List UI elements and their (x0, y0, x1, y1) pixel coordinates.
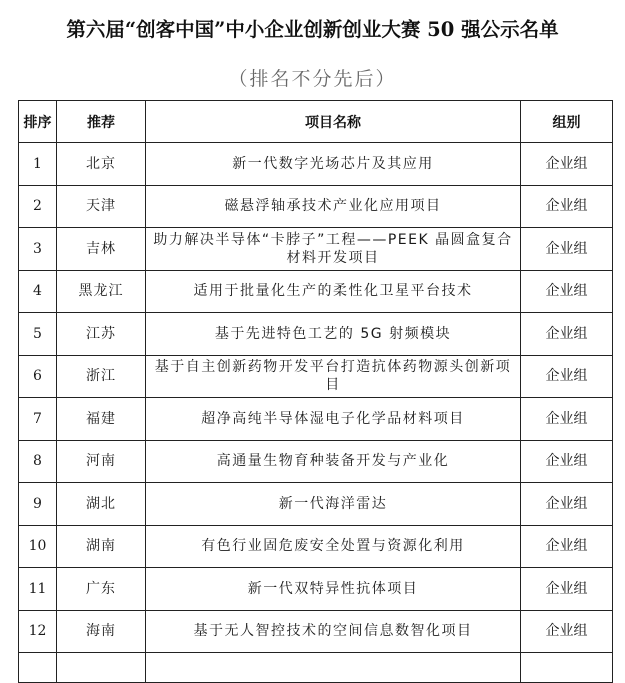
row-recommender: 河南 (57, 440, 146, 483)
table-row (19, 610, 613, 653)
row-no: 2 (19, 185, 57, 228)
table-row (19, 568, 613, 611)
empty-cell (146, 653, 521, 683)
row-recommender: 北京 (57, 143, 146, 186)
row-no: 5 (19, 313, 57, 356)
table-row (19, 398, 613, 441)
row-no: 8 (19, 440, 57, 483)
row-no: 9 (19, 483, 57, 526)
table-row (19, 270, 613, 313)
winners-table (18, 100, 613, 683)
row-recommender: 广东 (57, 568, 146, 611)
table-row (19, 228, 613, 271)
header-no: 排序 (19, 101, 57, 143)
table-row (19, 483, 613, 526)
table-row (19, 313, 613, 356)
row-group: 企业组 (521, 525, 613, 568)
row-recommender: 江苏 (57, 313, 146, 356)
row-recommender: 湖南 (57, 525, 146, 568)
row-recommender: 吉林 (57, 228, 146, 271)
row-project: 新一代双特异性抗体项目 (146, 568, 521, 611)
row-group: 企业组 (521, 398, 613, 441)
table-row (19, 525, 613, 568)
row-project: 助力解决半导体“卡脖子”工程——PEEK 晶圆盒复合材料开发项目 (146, 228, 521, 271)
row-no: 6 (19, 355, 57, 398)
row-group: 企业组 (521, 143, 613, 186)
row-group: 企业组 (521, 355, 613, 398)
row-group: 企业组 (521, 483, 613, 526)
row-project: 基于自主创新药物开发平台打造抗体药物源头创新项目 (146, 355, 521, 398)
table-row (19, 143, 613, 186)
row-recommender: 黑龙江 (57, 270, 146, 313)
page-title: 第六届“创客中国”中小企业创新创业大赛 50 强公示名单 (66, 18, 559, 41)
row-no: 1 (19, 143, 57, 186)
row-group: 企业组 (521, 568, 613, 611)
row-group: 企业组 (521, 228, 613, 271)
page-subtitle: （排名不分先后） (228, 68, 397, 90)
empty-cell (19, 653, 57, 683)
empty-cell (521, 653, 613, 683)
row-project: 新一代数字光场芯片及其应用 (146, 143, 521, 186)
row-no: 12 (19, 610, 57, 653)
row-recommender: 湖北 (57, 483, 146, 526)
row-recommender: 天津 (57, 185, 146, 228)
row-no: 10 (19, 525, 57, 568)
table-header-row (19, 101, 613, 143)
row-project: 有色行业固危废安全处置与资源化利用 (146, 525, 521, 568)
row-recommender: 海南 (57, 610, 146, 653)
table-row (19, 440, 613, 483)
row-project: 磁悬浮轴承技术产业化应用项目 (146, 185, 521, 228)
row-no: 4 (19, 270, 57, 313)
row-group: 企业组 (521, 270, 613, 313)
row-project: 高通量生物育种装备开发与产业化 (146, 440, 521, 483)
table-row (19, 185, 613, 228)
row-group: 企业组 (521, 185, 613, 228)
row-project: 基于无人智控技术的空间信息数智化项目 (146, 610, 521, 653)
row-group: 企业组 (521, 313, 613, 356)
row-project: 新一代海洋雷达 (146, 483, 521, 526)
row-project: 超净高纯半导体湿电子化学品材料项目 (146, 398, 521, 441)
row-project: 适用于批量化生产的柔性化卫星平台技术 (146, 270, 521, 313)
empty-cell (57, 653, 146, 683)
row-recommender: 福建 (57, 398, 146, 441)
header-group: 组别 (521, 101, 613, 143)
table-row-continuation (19, 653, 613, 683)
header-project: 项目名称 (146, 101, 521, 143)
row-project: 基于先进特色工艺的 5G 射频模块 (146, 313, 521, 356)
header-recommender: 推荐 (57, 101, 146, 143)
row-group: 企业组 (521, 440, 613, 483)
row-no: 7 (19, 398, 57, 441)
row-recommender: 浙江 (57, 355, 146, 398)
row-no: 11 (19, 568, 57, 611)
table-row (19, 355, 613, 398)
row-group: 企业组 (521, 610, 613, 653)
row-no: 3 (19, 228, 57, 271)
